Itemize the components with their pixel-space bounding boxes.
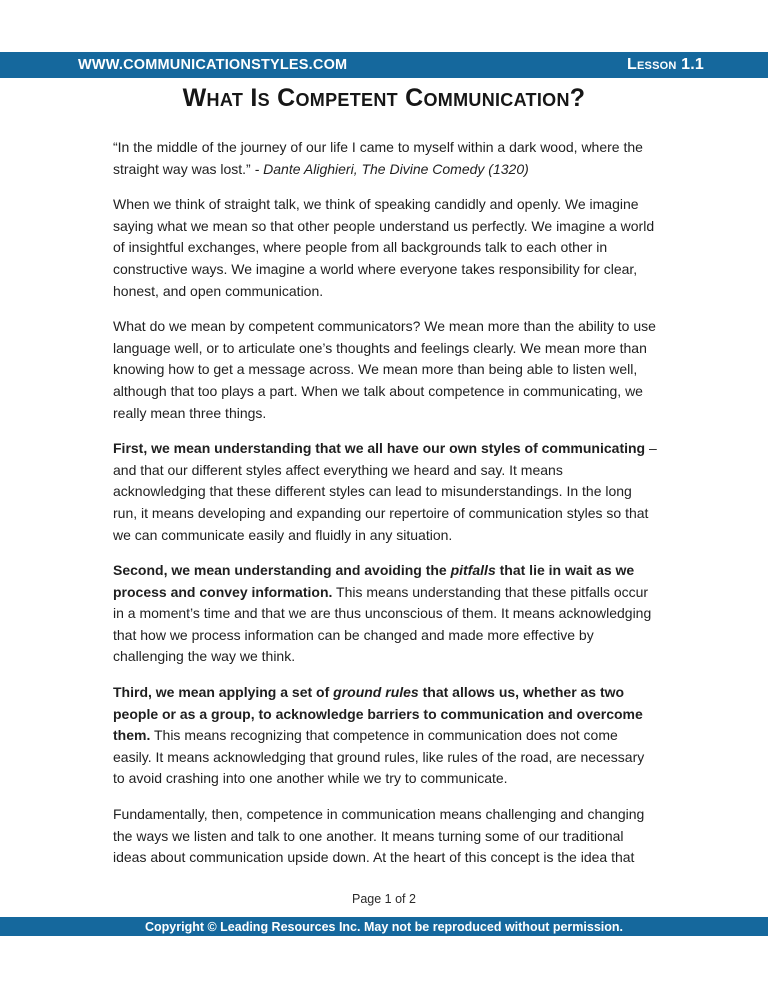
copyright-text: Copyright © Leading Resources Inc. May not be reproduced without permission.	[144, 919, 624, 934]
footer-bar	[0, 917, 768, 936]
document-body	[113, 137, 659, 883]
body-paragraph-first: First, we mean understanding that we all have our own styles of communicating – and that our different styles affect everything we heard and say. It means acknowledging that these different styles can lead to misunderstandings. In the long run, it means developing and expanding our repertoire of communication styles so that we can communicate easily and fluidly in any situation.	[113, 440, 657, 543]
page-number: Page 1 of 2	[352, 892, 416, 906]
site-url: WWW.COMMUNICATIONSTYLES.COM	[78, 57, 348, 73]
page-title: What Is Competent Communication?	[182, 84, 586, 112]
header-bar	[0, 52, 768, 78]
body-paragraph-1: When we think of straight talk, we think of speaking candidly and openly. We imagine saying what we mean so that other people understand us perfectly. We imagine a world of insightful exchanges, where people from all backgrounds talk to each other in constructive ways. We imagine a world where everyone takes responsibility for clear, honest, and open communication.	[113, 196, 655, 299]
body-paragraph-2: What do we mean by competent communicators? We mean more than the ability to use language well, or to articulate one’s thoughts and feelings clearly. We mean more than knowing how to get a message across. We mean more than being able to listen well, although that too plays a part. When we talk about competence in communicating, we really mean three things.	[113, 318, 656, 421]
body-paragraph-third: Third, we mean applying a set of ground rules that allows us, whether as two people or as a group, to acknowledge barriers to communication and overcome them. This means recognizing that competence in communication does not come easily. It means acknowledging that ground rules, like rules of the road, are necessary to avoid crashing into one another while we try to communicate.	[113, 684, 645, 787]
body-paragraph-closing: Fundamentally, then, competence in communication means challenging and changing the ways we listen and talk to one another. It means turning some of our traditional ideas about communication upside down. At the heart of this concept is the idea that	[113, 806, 645, 866]
quote-paragraph: “In the middle of the journey of our life I came to myself within a dark wood, where the straight way was lost.” - Dante Alighieri, The Divine Comedy (1320)	[113, 139, 643, 177]
body-paragraph-second: Second, we mean understanding and avoiding the pitfalls that lie in wait as we process and convey information. This means understanding that these pitfalls occur in a moment’s time and that we are thus unconscious of them. It means acknowledging that how we process information can be changed and made more effective by challenging the way we think.	[113, 562, 652, 665]
lesson-label: Lesson 1.1	[627, 56, 704, 73]
